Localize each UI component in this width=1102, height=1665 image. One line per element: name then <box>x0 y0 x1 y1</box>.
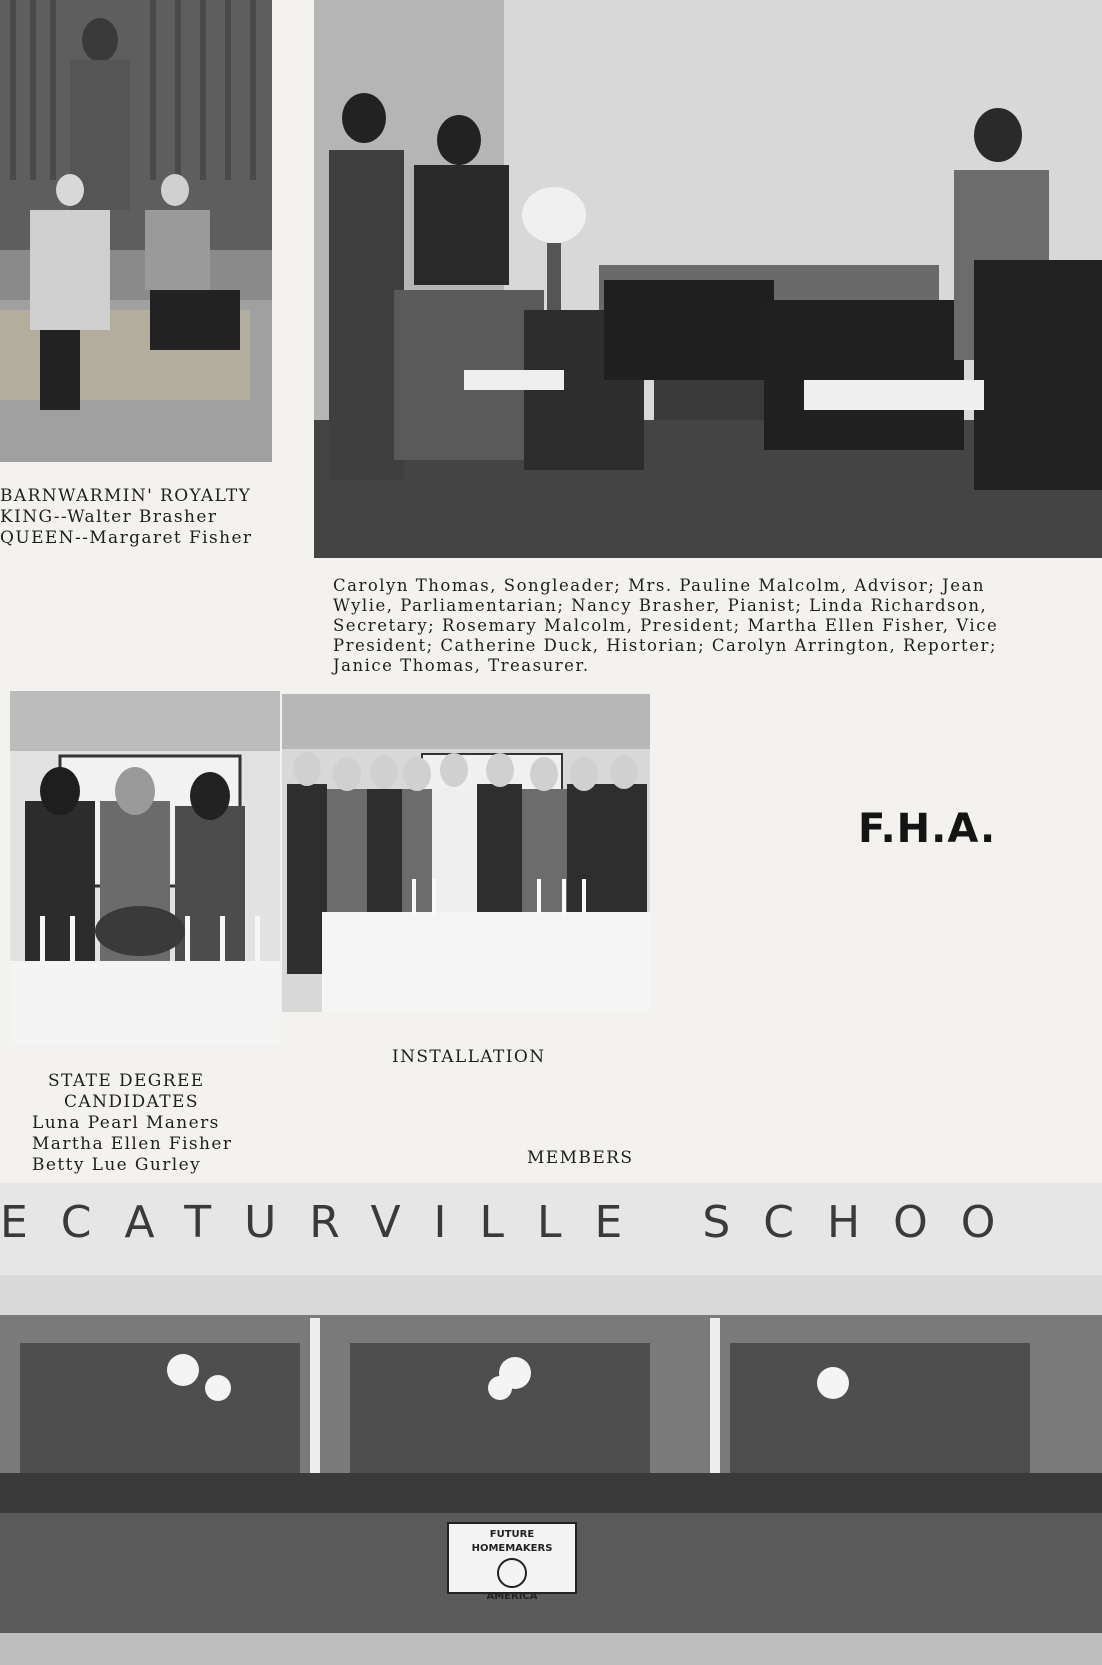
section-title: F.H.A. <box>858 806 997 852</box>
officers-caption <box>333 576 1093 676</box>
state-degree-photo <box>10 691 280 1046</box>
officers-photo <box>314 0 1102 558</box>
candidate-name: Betty Lue Gurley <box>32 1155 202 1175</box>
state-degree-title: STATE DEGREE <box>48 1071 205 1091</box>
installation-caption: INSTALLATION <box>392 1047 546 1067</box>
officers-line: Carolyn Thomas, Songleader; Mrs. Pauline Malcolm, Advisor; Jean <box>333 576 985 595</box>
candidate-name: Martha Ellen Fisher <box>32 1134 233 1154</box>
royalty-queen: QUEEN--Margaret Fisher <box>0 528 253 548</box>
state-degree-caption <box>32 1071 232 1176</box>
officers-line: Secretary; Rosemary Malcolm, President; Martha Ellen Fisher, Vice <box>333 616 999 635</box>
fha-banner <box>450 1528 574 1604</box>
royalty-photo <box>0 0 272 462</box>
royalty-title: BARNWARMIN' ROYALTY <box>0 486 252 506</box>
state-degree-title: CANDIDATES <box>64 1092 199 1112</box>
royalty-caption <box>0 486 252 549</box>
banner-line: AMERICA <box>486 1591 538 1602</box>
installation-photo <box>282 694 650 1012</box>
school-sign: ECATURVILLE SCHOO <box>0 1197 1029 1248</box>
officers-line: Janice Thomas, Treasurer. <box>333 656 590 675</box>
officers-line: Wylie, Parliamentarian; Nancy Brasher, Pianist; Linda Richardson, <box>333 596 988 615</box>
banner-emblem-icon <box>497 1558 527 1588</box>
officers-line: President; Catherine Duck, Historian; Carolyn Arrington, Reporter; <box>333 636 997 655</box>
royalty-king: KING--Walter Brasher <box>0 507 218 527</box>
candidate-name: Luna Pearl Maners <box>32 1113 220 1133</box>
members-caption: MEMBERS <box>527 1148 634 1168</box>
banner-line: FUTURE HOMEMAKERS <box>471 1529 553 1554</box>
members-photo <box>0 1183 1102 1665</box>
